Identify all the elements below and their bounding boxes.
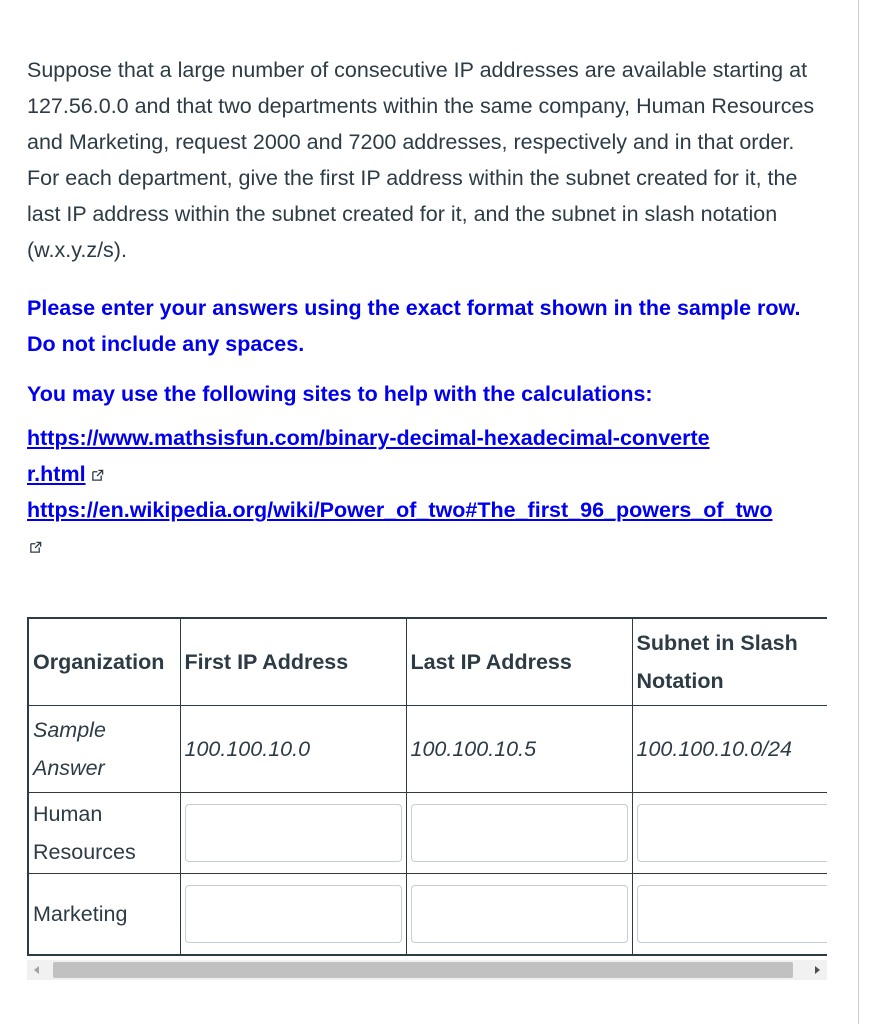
- format-instructions: Please enter your answers using the exact format shown in the sample row. Do not include any spaces.: [27, 296, 801, 356]
- marketing-first-ip-input[interactable]: [185, 885, 402, 943]
- scroll-right-arrow-icon[interactable]: [807, 960, 827, 980]
- table-header-row: [28, 618, 827, 706]
- horizontal-scrollbar[interactable]: [27, 960, 827, 980]
- answer-table-scroll-area[interactable]: [27, 617, 827, 957]
- wikipedia-link[interactable]: https://en.wikipedia.org/wiki/Power_of_two#The_first_96_powers_of_two: [27, 498, 773, 522]
- external-link-icon: [29, 541, 42, 554]
- sample-last-ip: 100.100.10.5: [406, 706, 632, 793]
- sample-subnet: 100.100.10.0/24: [632, 706, 827, 793]
- answer-table: [27, 617, 827, 956]
- row-organization: Human Resources: [28, 793, 180, 874]
- hr-subnet-input[interactable]: [637, 804, 828, 862]
- row-organization: Marketing: [28, 874, 180, 956]
- marketing-last-ip-input[interactable]: [411, 885, 628, 943]
- external-link-icon: [91, 469, 104, 482]
- hr-first-ip-input[interactable]: [185, 804, 402, 862]
- sample-first-ip: 100.100.10.0: [180, 706, 406, 793]
- question-text: Suppose that a large number of consecutive IP addresses are available starting at 127.56.0.0 and that two departments within the same company, Human Resources and Marketing, request 2000 and 7200 addresses, respectively and in that order. For each department, give the first IP address within the subnet created for it, the last IP address within the subnet created for it, and the subnet in slash notation (w.x.y.z/s).: [27, 58, 815, 262]
- marketing-subnet-input[interactable]: [637, 885, 828, 943]
- mathsisfun-link[interactable]: https://www.mathsisfun.com/binary-decimal-hexadecimal-converter.html: [27, 426, 710, 486]
- sample-organization: Sample Answer: [28, 706, 180, 793]
- header-subnet: Subnet in Slash Notation: [632, 618, 827, 706]
- sample-row: [28, 706, 827, 793]
- scroll-left-arrow-icon[interactable]: [27, 960, 47, 980]
- header-first-ip: First IP Address: [180, 618, 406, 706]
- table-row: [28, 793, 827, 874]
- links-block: [27, 420, 832, 558]
- hr-last-ip-input[interactable]: [411, 804, 628, 862]
- page-right-border: [858, 0, 859, 1024]
- table-row: [28, 874, 827, 956]
- sites-instructions: You may use the following sites to help with the calculations:: [27, 382, 653, 406]
- header-last-ip: Last IP Address: [406, 618, 632, 706]
- scrollbar-thumb[interactable]: [53, 962, 793, 978]
- question-content: [27, 52, 832, 558]
- header-organization: Organization: [28, 618, 180, 706]
